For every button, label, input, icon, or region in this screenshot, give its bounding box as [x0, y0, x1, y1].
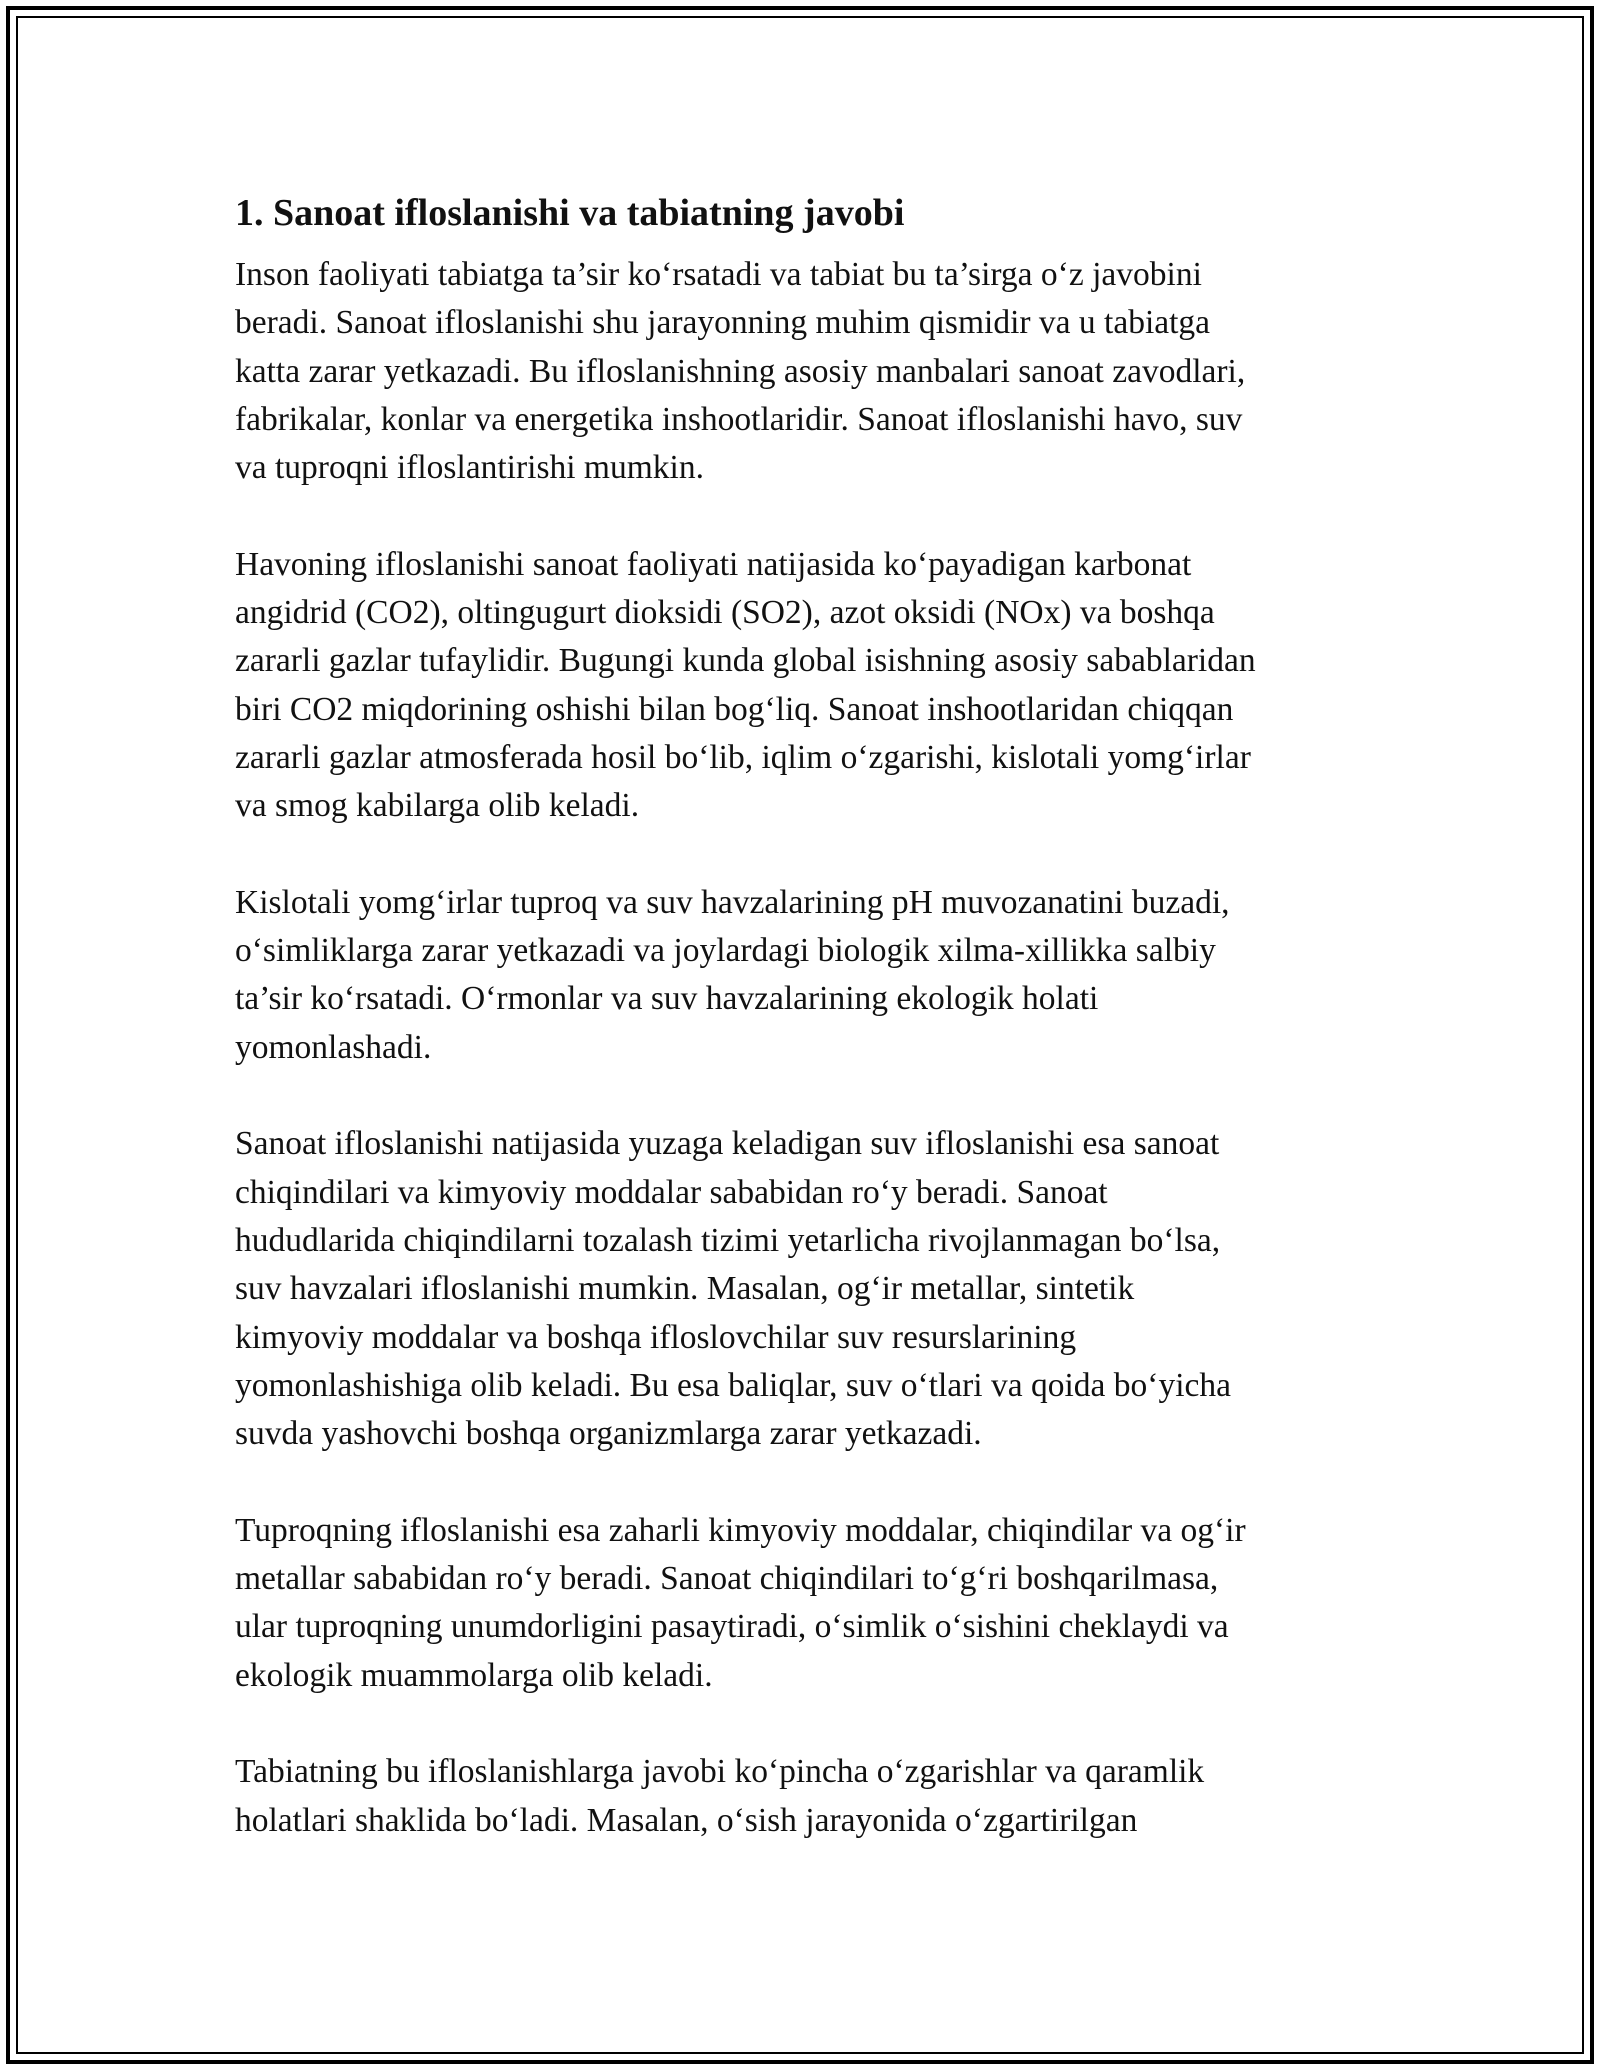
paragraph-line: zararli gazlar tufaylidir. Bugungi kunda global isishning asosiy sabablaridan: [235, 642, 1256, 680]
paragraph-line: chiqindilari va kimyoviy moddalar sababidan ro‘y beradi. Sanoat: [235, 1173, 1108, 1211]
paragraph-line: beradi. Sanoat ifloslanishi shu jarayonning muhim qismidir va u tabiatga: [235, 304, 1211, 342]
paragraph: [235, 1507, 1370, 1700]
paragraph: [235, 541, 1370, 831]
paragraph-line: Sanoat ifloslanishi natijasida yuzaga keladigan suv ifloslanishi esa sanoat: [235, 1125, 1220, 1163]
paragraphs-container: [235, 251, 1370, 1845]
paragraph-line: kimyoviy moddalar va boshqa ifloslovchilar suv resurslarining: [235, 1318, 1077, 1356]
paragraph: [235, 1748, 1370, 1845]
paragraph-line: hududlarida chiqindilarni tozalash tizimi yetarlicha rivojlanmagan bo‘lsa,: [235, 1221, 1221, 1259]
paragraph: [235, 879, 1370, 1072]
paragraph-line: ular tuproqning unumdorligini pasaytiradi, o‘simlik o‘sishini cheklaydi va: [235, 1608, 1229, 1646]
paragraph-line: holatlari shaklida bo‘ladi. Masalan, o‘sish jarayonida o‘zgartirilgan: [235, 1801, 1138, 1839]
paragraph-line: Tuproqning ifloslanishi esa zaharli kimyoviy moddalar, chiqindilar va og‘ir: [235, 1511, 1246, 1549]
paragraph-line: suvda yashovchi boshqa organizmlarga zarar yetkazadi.: [235, 1415, 982, 1453]
paragraph-line: angidrid (CO2), oltingugurt dioksidi (SO2), azot oksidi (NOx) va boshqa: [235, 594, 1215, 632]
paragraph-line: Kislotali yomg‘irlar tuproq va suv havzalarining pH muvozanatini buzadi,: [235, 883, 1230, 921]
document-body: [235, 185, 1370, 1893]
paragraph-line: fabrikalar, konlar va energetika inshootlaridir. Sanoat ifloslanishi havo, suv: [235, 400, 1243, 438]
paragraph-line: Inson faoliyati tabiatga ta’sir ko‘rsatadi va tabiat bu ta’sirga o‘z javobini: [235, 256, 1202, 293]
paragraph: [235, 251, 1370, 492]
paragraph-line: ekologik muammolarga olib keladi.: [235, 1656, 713, 1694]
paragraph-line: yomonlashadi.: [235, 1028, 432, 1066]
paragraph-line: suv havzalari ifloslanishi mumkin. Masalan, og‘ir metallar, sintetik: [235, 1270, 1135, 1308]
paragraph-line: Tabiatning bu ifloslanishlarga javobi ko‘pincha o‘zgarishlar va qaramlik: [235, 1753, 1205, 1791]
section-heading: 1. Sanoat ifloslanishi va tabiatning javobi: [235, 192, 905, 234]
paragraph-line: Havoning ifloslanishi sanoat faoliyati natijasida ko‘payadigan karbonat: [235, 545, 1192, 583]
paragraph: [235, 1120, 1370, 1458]
paragraph-line: katta zarar yetkazadi. Bu ifloslanishning asosiy manbalari sanoat zavodlari,: [235, 352, 1246, 390]
paragraph-line: o‘simliklarga zarar yetkazadi va joylardagi biologik xilma-xillikka salbiy: [235, 932, 1216, 970]
paragraph-line: biri CO2 miqdorining oshishi bilan bog‘liq. Sanoat inshootlaridan chiqqan: [235, 690, 1234, 728]
paragraph-line: yomonlashishiga olib keladi. Bu esa baliqlar, suv o‘tlari va qoida bo‘yicha: [235, 1366, 1231, 1404]
paragraph-line: metallar sababidan ro‘y beradi. Sanoat chiqindilari to‘g‘ri boshqarilmasa,: [235, 1560, 1219, 1598]
paragraph-line: ta’sir ko‘rsatadi. O‘rmonlar va suv havzalarining ekologik holati: [235, 980, 1099, 1018]
paragraph-line: zararli gazlar atmosferada hosil bo‘lib, iqlim o‘zgarishi, kislotali yomg‘irlar: [235, 738, 1251, 776]
paragraph-line: va smog kabilarga olib keladi.: [235, 787, 640, 825]
paragraph-line: va tuproqni ifloslantirishi mumkin.: [235, 449, 704, 487]
